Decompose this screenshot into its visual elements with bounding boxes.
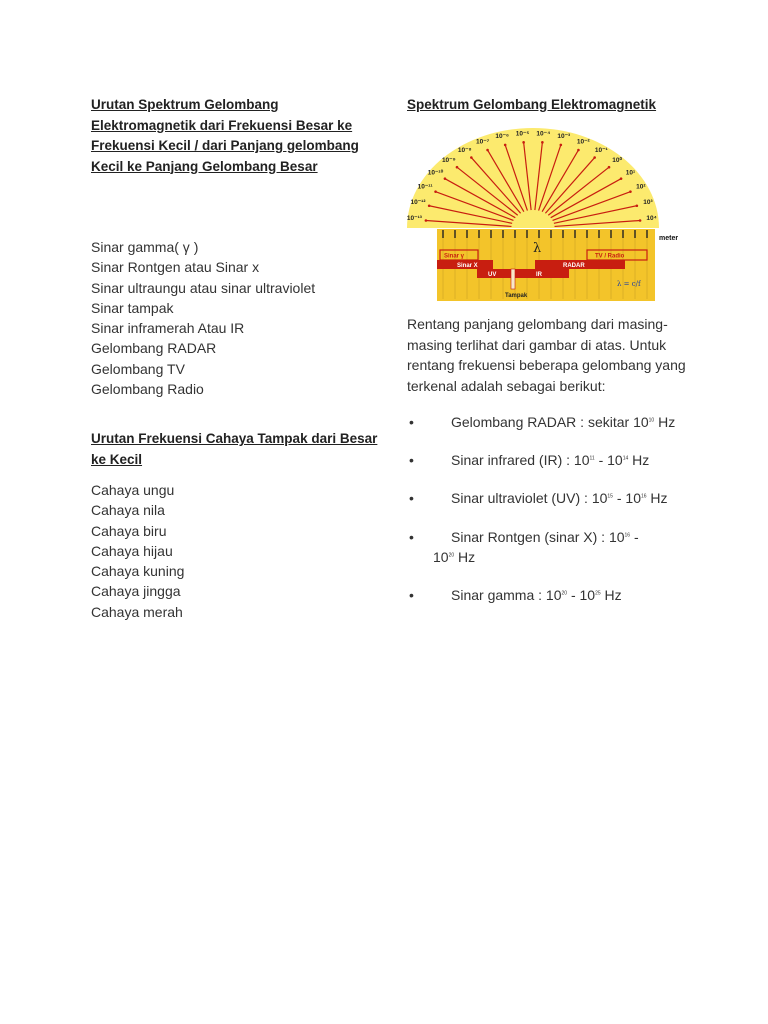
spectrum-ray-head (434, 190, 437, 193)
wavelength-label: 10⁰ (612, 157, 623, 165)
spectrum-ray-head (577, 149, 580, 152)
spectrum-order-list (91, 237, 315, 399)
wavelength-label: 10⁻⁷ (476, 138, 490, 146)
wavelength-label: 10⁻¹¹ (417, 183, 433, 191)
band-visible-label: Tampak (505, 293, 528, 299)
wavelength-label: 10³ (643, 198, 653, 206)
wavelength-label: 10⁻¹⁰ (427, 169, 444, 177)
bullet-text: Sinar Rontgen (sinar X) : $10^{16}$ - (451, 529, 639, 545)
bullet-text: Sinar infrared (IR) : $10^{11} - 10^{14}$ Hz (451, 452, 650, 468)
list-item: Sinar tampak (91, 299, 174, 316)
bullet-text: Sinar ultraviolet (UV) : $10^{15} - 10^{16}$ Hz (451, 490, 668, 506)
list-item: Sinar gamma( γ ) (91, 239, 199, 255)
spectrum-order-heading: Urutan Spektrum Gelombang Elektromagnetik dari Frekuensi Besar ke Frekuensi Kecil / dari Panjang gelombang Kecil ke Panjang Gelombang Besar (91, 97, 359, 174)
wavelength-label: 10⁻¹ (594, 146, 608, 154)
list-item: Cahaya jingga (91, 583, 181, 600)
bullet-dot: • (409, 587, 414, 603)
band-radar-label: RADAR (563, 263, 585, 269)
bullet-text: Sinar gamma : $10^{20} - 10^{25}$ Hz (451, 587, 622, 603)
list-item: Gelombang TV (91, 360, 185, 377)
band-xray-label: Sinar X (457, 263, 478, 269)
spectrum-ray-head (444, 177, 447, 180)
spectrum-ray-head (425, 219, 428, 222)
lambda-symbol: λ (533, 241, 542, 256)
spectrum-ray-head (504, 144, 507, 147)
bullet-dot: • (409, 452, 414, 468)
wavelength-label: 10¹ (625, 169, 636, 177)
list-item: Cahaya hijau (91, 542, 173, 559)
spectrum-ray-head (456, 166, 459, 169)
band-tv-label: TV / Radio (595, 253, 625, 260)
visible-light-heading: Urutan Frekuensi Cahaya Tampak dari Besar ke Kecil (91, 431, 378, 467)
spectrum-ray-head (620, 177, 623, 180)
list-item: Cahaya merah (91, 603, 183, 620)
spectrum-figure (406, 123, 679, 301)
spectrum-ray-head (470, 156, 473, 159)
bullet-text: Gelombang RADAR : sekitar $10^{10}$ Hz (451, 414, 676, 430)
wavelength-label: 10⁻¹² (410, 198, 426, 206)
list-item: Sinar Rontgen atau Sinar x (91, 259, 260, 276)
spectrum-ray-head (636, 204, 639, 207)
unit-label: meter (659, 235, 679, 242)
intro-paragraph: Rentang panjang gelombang dari masing-masing terlihat dari gambar di atas. Untuk rentang frekuensi beberapa gelombang yang terkenal adalah sebagai berikut: (407, 316, 686, 394)
list-item: Cahaya kuning (91, 563, 185, 580)
wavelength-label: 10⁻³ (557, 133, 571, 141)
list-item: Cahaya ungu (91, 482, 175, 498)
list-item: Sinar inframerah Atau IR (91, 320, 245, 337)
band-uv-label: UV (488, 272, 497, 278)
list-item: Cahaya biru (91, 522, 167, 539)
spectrum-ray-head (541, 141, 544, 144)
spectrum-ray-head (593, 156, 596, 159)
wavelength-label: 10⁻⁵ (515, 130, 530, 138)
wavelength-label: 10⁻⁹ (441, 157, 456, 165)
spectrum-ray-head (428, 204, 431, 207)
list-item: Gelombang Radio (91, 381, 204, 398)
bullet-dot: • (409, 414, 414, 430)
wavelength-label: 10⁻¹³ (406, 214, 422, 222)
band-ir-label: IR (536, 272, 542, 278)
visible-light-list (91, 480, 184, 622)
wavelength-label: 10⁻⁴ (536, 130, 551, 138)
wavelength-label: 10⁻⁸ (457, 146, 472, 154)
band-gamma-label: Sinar γ (444, 253, 465, 260)
wave-formula: λ = c/f (617, 280, 641, 288)
bullet-text-continued: $10^{20}$ Hz (433, 549, 476, 565)
list-item: Sinar ultraungu atau sinar ultraviolet (91, 279, 316, 296)
spectrum-ray-head (639, 219, 642, 222)
bullet-dot: • (409, 490, 414, 506)
spectrum-ray-head (629, 190, 632, 193)
spectrum-ray-head (522, 141, 525, 144)
spectrum-ray-head (608, 166, 611, 169)
wavelength-label: 10² (636, 183, 646, 191)
list-item: Gelombang RADAR (91, 340, 217, 357)
bullet-dot: • (409, 529, 414, 545)
list-item: Cahaya nila (91, 502, 165, 519)
spectrum-heading: Spektrum Gelombang Elektromagnetik (407, 97, 657, 112)
wavelength-label: 10⁴ (646, 214, 657, 222)
spectrum-ray-head (486, 149, 489, 152)
spectrum-ray-head (560, 144, 563, 147)
wavelength-label: 10⁻⁶ (495, 133, 510, 141)
wavelength-label: 10⁻² (576, 138, 590, 146)
